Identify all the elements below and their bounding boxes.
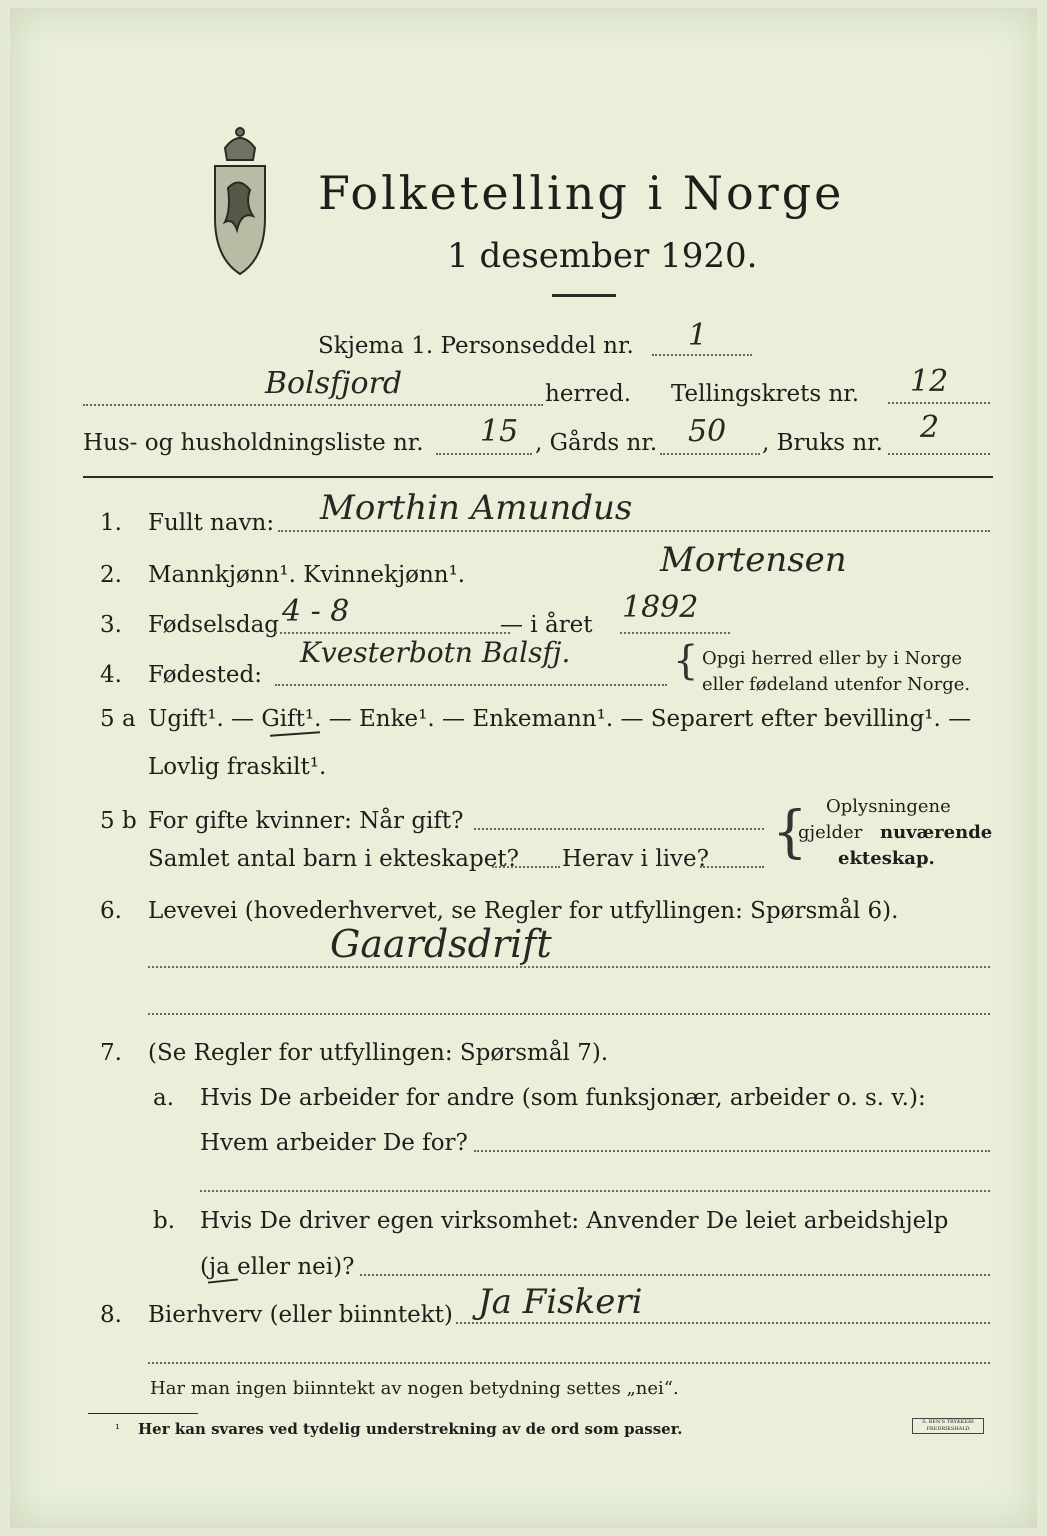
q8-answer: Ja Fiskeri	[478, 1282, 643, 1322]
q3-year: 1892	[622, 590, 699, 625]
q6-number: 6.	[100, 898, 122, 924]
q7-number: 7.	[100, 1040, 122, 1066]
q6-answer: Gaardsdrift	[330, 922, 552, 966]
hus-line	[436, 453, 532, 455]
q1-label: Fullt navn:	[148, 510, 275, 536]
q1-number: 1.	[100, 510, 122, 536]
q7a-line2: Hvem arbeider De for?	[200, 1130, 468, 1156]
q3-number: 3.	[100, 612, 122, 638]
q8-line	[456, 1322, 990, 1324]
q5b-note-line3: ekteskap.	[838, 848, 935, 869]
q5b-children-label: Samlet antal barn i ekteskapet?	[148, 846, 519, 872]
q5b-brace: {	[772, 800, 808, 865]
herred-label: herred.	[545, 381, 632, 407]
q7b-line2: (ja eller nei)?	[200, 1254, 355, 1280]
hus-value: 15	[480, 414, 519, 449]
q7a-letter: a.	[153, 1085, 175, 1111]
q5b-married-line	[474, 828, 764, 830]
title-divider	[552, 294, 616, 297]
q3-label: Fødselsdag	[148, 612, 280, 638]
q7-label: (Se Regler for utfyllingen: Spørsmål 7).	[148, 1040, 609, 1066]
footnote-mark: ¹	[115, 1422, 120, 1436]
personseddel-line	[652, 354, 752, 356]
gards-value: 50	[688, 414, 727, 449]
q5b-children-line	[492, 866, 560, 868]
q8-line2	[148, 1362, 990, 1364]
q4-line	[275, 684, 667, 686]
q7a-answer-line	[474, 1150, 990, 1152]
form-title: Folketelling i Norge	[318, 166, 845, 220]
q5b-note-line1: Oplysningene	[826, 796, 951, 817]
footer-note: Har man ingen biinntekt av nogen betydning settes „nei“.	[150, 1378, 679, 1399]
printer-stamp: S. BEN'S TRYKKERI FREDRIKSHALD	[912, 1418, 984, 1434]
q5b-note-line2b: nuværende	[880, 822, 993, 843]
gards-label: , Gårds nr.	[535, 430, 658, 456]
q3-day-line	[275, 632, 510, 634]
q4-answer: Kvesterbotn Balsfj.	[300, 636, 571, 669]
herred-line	[83, 404, 543, 406]
tellingskrets-line	[888, 402, 990, 404]
q2-number: 2.	[100, 562, 122, 588]
q3-year-label: — i året	[500, 612, 593, 638]
personseddel-number: 1	[688, 318, 708, 353]
tellingskrets-value: 12	[910, 364, 949, 399]
q8-number: 8.	[100, 1302, 122, 1328]
q5b-alive-label: Herav i live?	[562, 846, 709, 872]
header-rule	[83, 476, 993, 478]
hus-label: Hus- og husholdningsliste nr.	[83, 430, 424, 456]
q1-answer: Morthin Amundus	[320, 488, 633, 528]
gards-line	[660, 453, 760, 455]
q5b-note-line2a: gjelder	[798, 822, 863, 843]
q5b-alive-line	[700, 866, 764, 868]
q1-line	[278, 530, 990, 532]
census-date: 1 desember 1920.	[447, 236, 758, 276]
bruks-line	[888, 453, 990, 455]
norwegian-coat-of-arms-icon	[195, 118, 285, 278]
tellingskrets-label: Tellingskrets nr.	[671, 381, 860, 407]
q2-label: Mannkjønn¹. Kvinnekjønn¹.	[148, 562, 466, 588]
bruks-value: 2	[920, 410, 940, 445]
q4-number: 4.	[100, 662, 122, 688]
q3-year-line	[620, 632, 730, 634]
q5b-line1: For gifte kvinner: Når gift?	[148, 808, 464, 834]
q2-answer: Mortensen	[660, 540, 847, 580]
herred-value: Bolsfjord	[265, 366, 403, 401]
footnote-rule	[88, 1413, 198, 1414]
q5a-line2: Lovlig fraskilt¹.	[148, 754, 327, 780]
q4-label: Fødested:	[148, 662, 263, 688]
q4-note-line2: eller fødeland utenfor Norge.	[702, 674, 971, 695]
q7a-answer-line2	[200, 1190, 990, 1192]
q7b-line1: Hvis De driver egen virksomhet: Anvender De leiet arbeidshjelp	[200, 1208, 949, 1234]
bruks-label: , Bruks nr.	[762, 430, 883, 456]
q5a-line1: Ugift¹. — Gift¹. — Enke¹. — Enkemann¹. — Separert efter bevilling¹. —	[148, 706, 972, 732]
q7b-letter: b.	[153, 1208, 176, 1234]
q7b-answer-line	[360, 1274, 990, 1276]
schema-label: Skjema 1. Personseddel nr.	[318, 333, 634, 359]
q4-brace: {	[673, 638, 699, 684]
q6-line2	[148, 1013, 990, 1015]
footnote-text: Her kan svares ved tydelig understrekning av de ord som passer.	[138, 1420, 683, 1438]
q5a-number: 5 a	[100, 706, 136, 732]
q5b-number: 5 b	[100, 808, 137, 834]
q4-note-line1: Opgi herred eller by i Norge	[702, 648, 963, 669]
q8-label: Bierhverv (eller biinntekt)	[148, 1302, 453, 1328]
q6-line1	[148, 966, 990, 968]
q7a-line1: Hvis De arbeider for andre (som funksjonær, arbeider o. s. v.):	[200, 1085, 926, 1111]
q3-day: 4 - 8	[282, 594, 350, 629]
q6-label: Levevei (hovederhvervet, se Regler for utfyllingen: Spørsmål 6).	[148, 898, 899, 924]
